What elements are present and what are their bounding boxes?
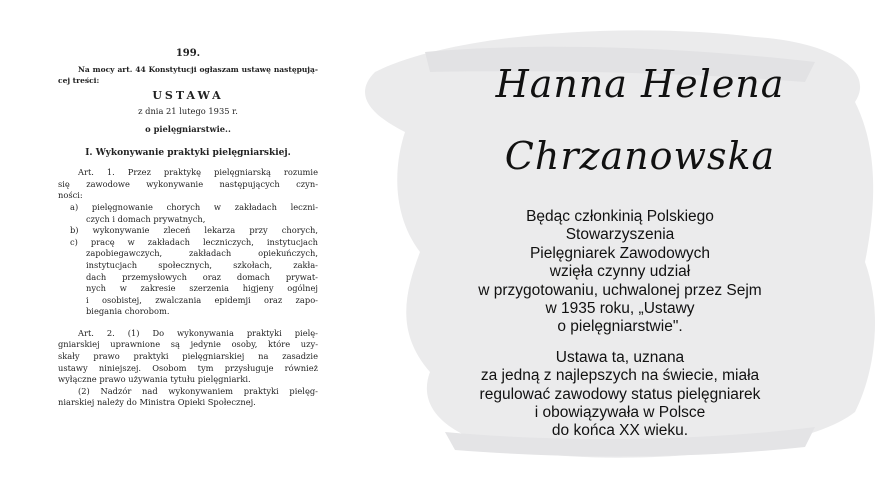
text-line: Będąc członkinią Polskiego Stowarzyszenia	[526, 208, 714, 244]
item-line: dach przemysłowych oraz domach prywat-	[86, 271, 318, 282]
art2-line: ustawy niniejszej. Osobom tym przysługuje również	[58, 362, 318, 373]
paragraph-2	[470, 349, 770, 441]
intro-line: Na mocy art. 44 Konstytucji ogłaszam ustawę następują-	[78, 64, 318, 74]
text-line: wzięła czynny udział	[549, 263, 691, 281]
act-heading: USTAWA	[152, 88, 224, 102]
item-line: b) wykonywanie zleceń lekarza przy chorych,	[70, 225, 318, 236]
act-number: 199.	[175, 48, 201, 59]
art2-line: wyłączne prawo używania tytułu pielęgniarki.	[58, 374, 251, 385]
law-document-scan	[58, 48, 318, 409]
item-line: nych w zakresie szerzenia higjeny ogólnej	[86, 283, 318, 294]
art1-line: ności:	[58, 190, 83, 201]
item-line: i osobistej, zwalczania epidemji oraz zapo-	[86, 294, 318, 305]
text-line: o pielęgniarstwie".	[557, 318, 683, 336]
art1-line: Art. 1. Przez praktykę pielęgniarską rozumie	[78, 167, 318, 178]
act-subject: o pielęgniarstwie..	[145, 123, 231, 134]
text-line: w 1935 roku, „Ustawy	[545, 300, 695, 318]
text-line: w przygotowaniu, uchwalonej przez Sejm	[478, 281, 762, 299]
item-line: biegania chorobom.	[86, 306, 170, 317]
act-date: z dnia 21 lutego 1935 r.	[138, 106, 238, 117]
name-title	[470, 48, 810, 192]
paragraph-1	[470, 208, 770, 337]
intro-line: cej treści:	[58, 76, 100, 86]
art2-line: gniarskiej uprawnione są jedynie osoby, które uzy-	[58, 339, 318, 350]
item-line: c) pracę w zakładach leczniczych, instytucjach	[70, 236, 318, 247]
art2-line: niarskiej należy do Ministra Opieki Społecznej.	[58, 397, 256, 408]
chapter-heading: I. Wykonywanie praktyki pielęgniarskiej.	[85, 147, 291, 158]
art2-line: (2) Nadzór nad wykonywaniem praktyki pielęg-	[78, 385, 318, 396]
item-line: czych i domach prywatnych,	[86, 213, 206, 224]
text-line: Pielęgniarek Zawodowych	[529, 244, 711, 262]
item-line: instytucjach społecznych, szkołach, zakła-	[86, 259, 318, 270]
text-line: regulować zawodowy status pielęgniarek	[479, 385, 761, 403]
art2-line: skały prawo praktyki pielęgniarskiej na zasadzie	[58, 351, 318, 362]
item-line: zapobiegawczych, zakładach opiekuńczych,	[86, 248, 318, 259]
art1-line: się zawodowe wykonywanie następujących czyn-	[58, 178, 318, 189]
name-line-2: Chrzanowska	[504, 134, 776, 178]
text-line: Ustawa ta, uznana	[555, 348, 685, 366]
text-line: i obowiązywała w Polsce	[534, 404, 706, 422]
name-line-1: Hanna Helena	[495, 62, 785, 106]
item-line: a) pielęgnowanie chorych w zakładach leczni-	[70, 201, 318, 212]
art2-line: Art. 2. (1) Do wykonywania praktyki pielę-	[78, 327, 318, 338]
text-line: za jedną z najlepszych na świecie, miała	[480, 367, 760, 385]
text-line: do końca XX wieku.	[551, 422, 689, 440]
description-text	[470, 208, 770, 453]
